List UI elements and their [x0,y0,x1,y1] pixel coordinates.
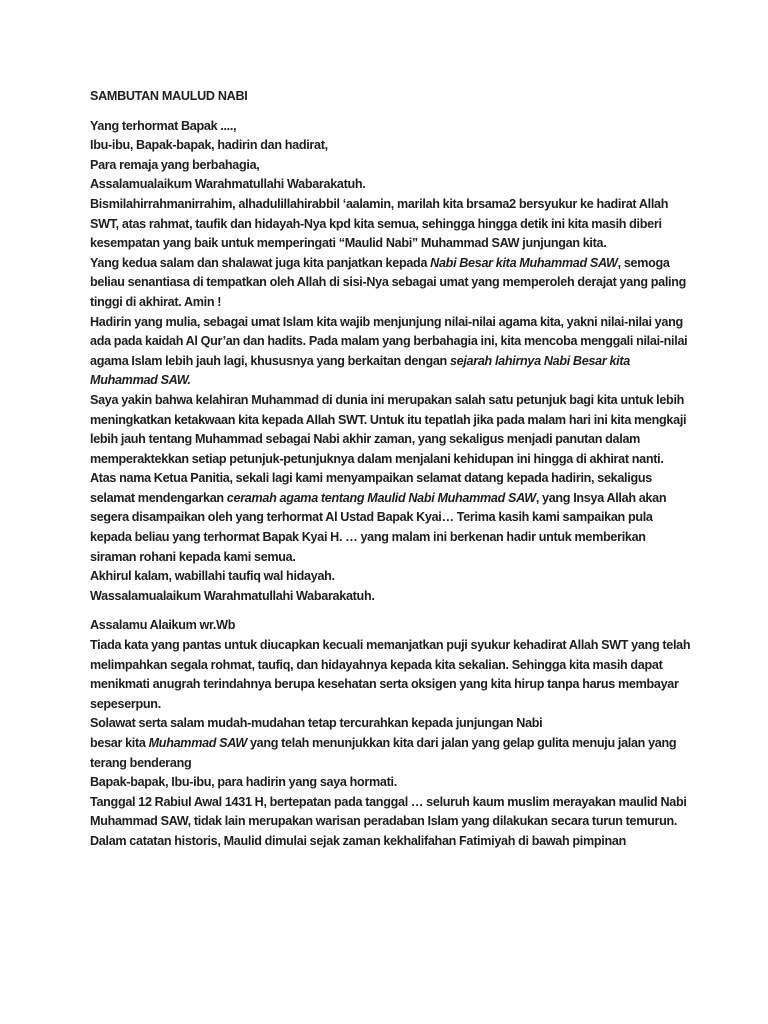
text-run: Para remaja yang berbahagia, [90,157,260,172]
text-run: besar kita [90,736,149,750]
text-run: Tanggal 12 Rabiul Awal 1431 H, bertepatan pada tanggal … seluruh kaum muslim merayakan maulid Nabi Muhammad SAW, tidak lain merupakan warisan peradaban Islam yang dilakukan secara turun temurun. [90,794,687,829]
paragraph-3 [90,156,694,176]
paragraph-16 [90,773,694,793]
text-run: , yang Insya Allah akan segera disampaikan oleh yang terhormat Al Ustad Bapak Kyai… Terima kasih kami sampaikan pula kepada beliau yang terhormat Bapak Kyai H. … yang malam ini berkenan hadir untuk memberikan siraman rohani kepada kami semua. [90,490,667,564]
text-run: Bapak-bapak, Ibu-ibu, para hadirin yang saya hormati. [90,775,397,790]
paragraph-10 [90,567,694,587]
paragraph-1 [90,117,694,137]
italic-text-run: sejarah lahirnya Nabi Besar kita Muhammad SAW. [90,353,630,388]
paragraph-5 [90,195,694,254]
paragraph-14 [90,714,694,734]
paragraph-4 [90,175,694,195]
text-run: Assalamu Alaikum wr.Wb [90,618,236,633]
text-run: Yang kedua salam dan shalawat juga kita panjatkan kepada [90,255,431,270]
italic-text-run: Muhammad SAW [148,736,247,750]
paragraph-9 [90,469,694,567]
paragraph-12 [90,616,694,636]
text-run: Yang terhormat Bapak ...., [90,118,237,133]
text-run: Tiada kata yang pantas untuk diucapkan kecuali memanjatkan puji syukur kehadirat Allah SWT yang telah melimpahkan segala rohmat, taufiq, dan hidayahnya kepada kita sekalian. Sehingga kita masih dapat menikmati anugrah terindahnya berupa kesehatan serta oksigen yang kita hirup tanpa harus membayar sepeserpun. [90,638,691,711]
document-body [90,117,696,852]
text-run: Akhirul kalam, wabillahi taufiq wal hidayah. [90,569,335,584]
text-run: Dalam catatan historis, Maulid dimulai sejak zaman kekhalifahan Fatimiyah di bawah pimpinan [90,833,626,848]
paragraph-13 [90,636,694,714]
text-run: Hadirin yang mulia, sebagai umat Islam kita wajib menjunjung nilai-nilai agama kita, yakni nilai-nilai yang ada pada kaidah Al Qur’an dan hadits. Pada malam yang berbahagia ini, kita mencoba menggali nilai-nilai agama Islam lebih jauh lagi, khususnya yang berkaitan dengan [90,314,688,368]
paragraph-8 [90,391,694,469]
italic-text-run: ceramah agama tentang Maulid Nabi Muhammad SAW [226,490,536,505]
paragraph-7 [90,313,694,391]
text-run: Atas nama Ketua Panitia, sekali lagi kami menyampaikan selamat datang kepada hadirin, sekaligus selamat mendengarkan [90,471,652,505]
paragraph-6 [90,254,694,313]
text-run: Bismilahirrahmanirrahim, alhadulillahirabbil ‘aalamin, marilah kita brsama2 bersyukur ke hadirat Allah SWT, atas rahmat, taufik dan hidayah-Nya kpd kita semua, sehingga hingga detik ini kita masih diberi kesempatan yang baik untuk memperingati “Maulid Nabi” Muhammad SAW junjungan kita. [90,196,669,251]
paragraph-17 [90,793,694,832]
text-run: Wassalamualaikum Warahmatullahi Wabarakatuh. [90,588,375,603]
text-run: , semoga beliau senantiasa di tempatkan oleh Allah di sisi-Nya sebagai umat yang memperoleh derajat yang paling tinggi di akhirat. Amin ! [90,255,687,309]
text-run: yang telah menunjukkan kita dari jalan yang gelap gulita menuju jalan yang terang benderang [90,736,677,770]
paragraph-2 [90,136,694,156]
paragraph-11 [90,587,694,607]
text-run: Ibu-ibu, Bapak-bapak, hadirin dan hadirat, [90,138,328,153]
document-title: SAMBUTAN MAULUD NABI [90,89,248,103]
italic-text-run: Nabi Besar kita Muhammad SAW [430,255,618,270]
text-run: Solawat serta salam mudah-mudahan tetap tercurahkan kepada junjungan Nabi [90,716,543,731]
paragraph-18 [90,832,694,852]
text-run: Assalamualaikum Warahmatullahi Wabarakatuh. [90,177,366,192]
text-run: Saya yakin bahwa kelahiran Muhammad di dunia ini merupakan salah satu petunjuk bagi kita untuk lebih meningkatkan ketakwaan kita kepada Allah SWT. Untuk itu tepatlah jika pada malam hari ini kita mengkaji lebih jauh tentang Muhammad sebagai Nabi akhir zaman, yang sekaligus menjadi panutan dalam memperaktekkan setiap petunjuk-petunjuknya dalam menjalani kehidupan ini hingga di akhirat nanti. [90,392,687,466]
paragraph-15 [90,734,694,773]
